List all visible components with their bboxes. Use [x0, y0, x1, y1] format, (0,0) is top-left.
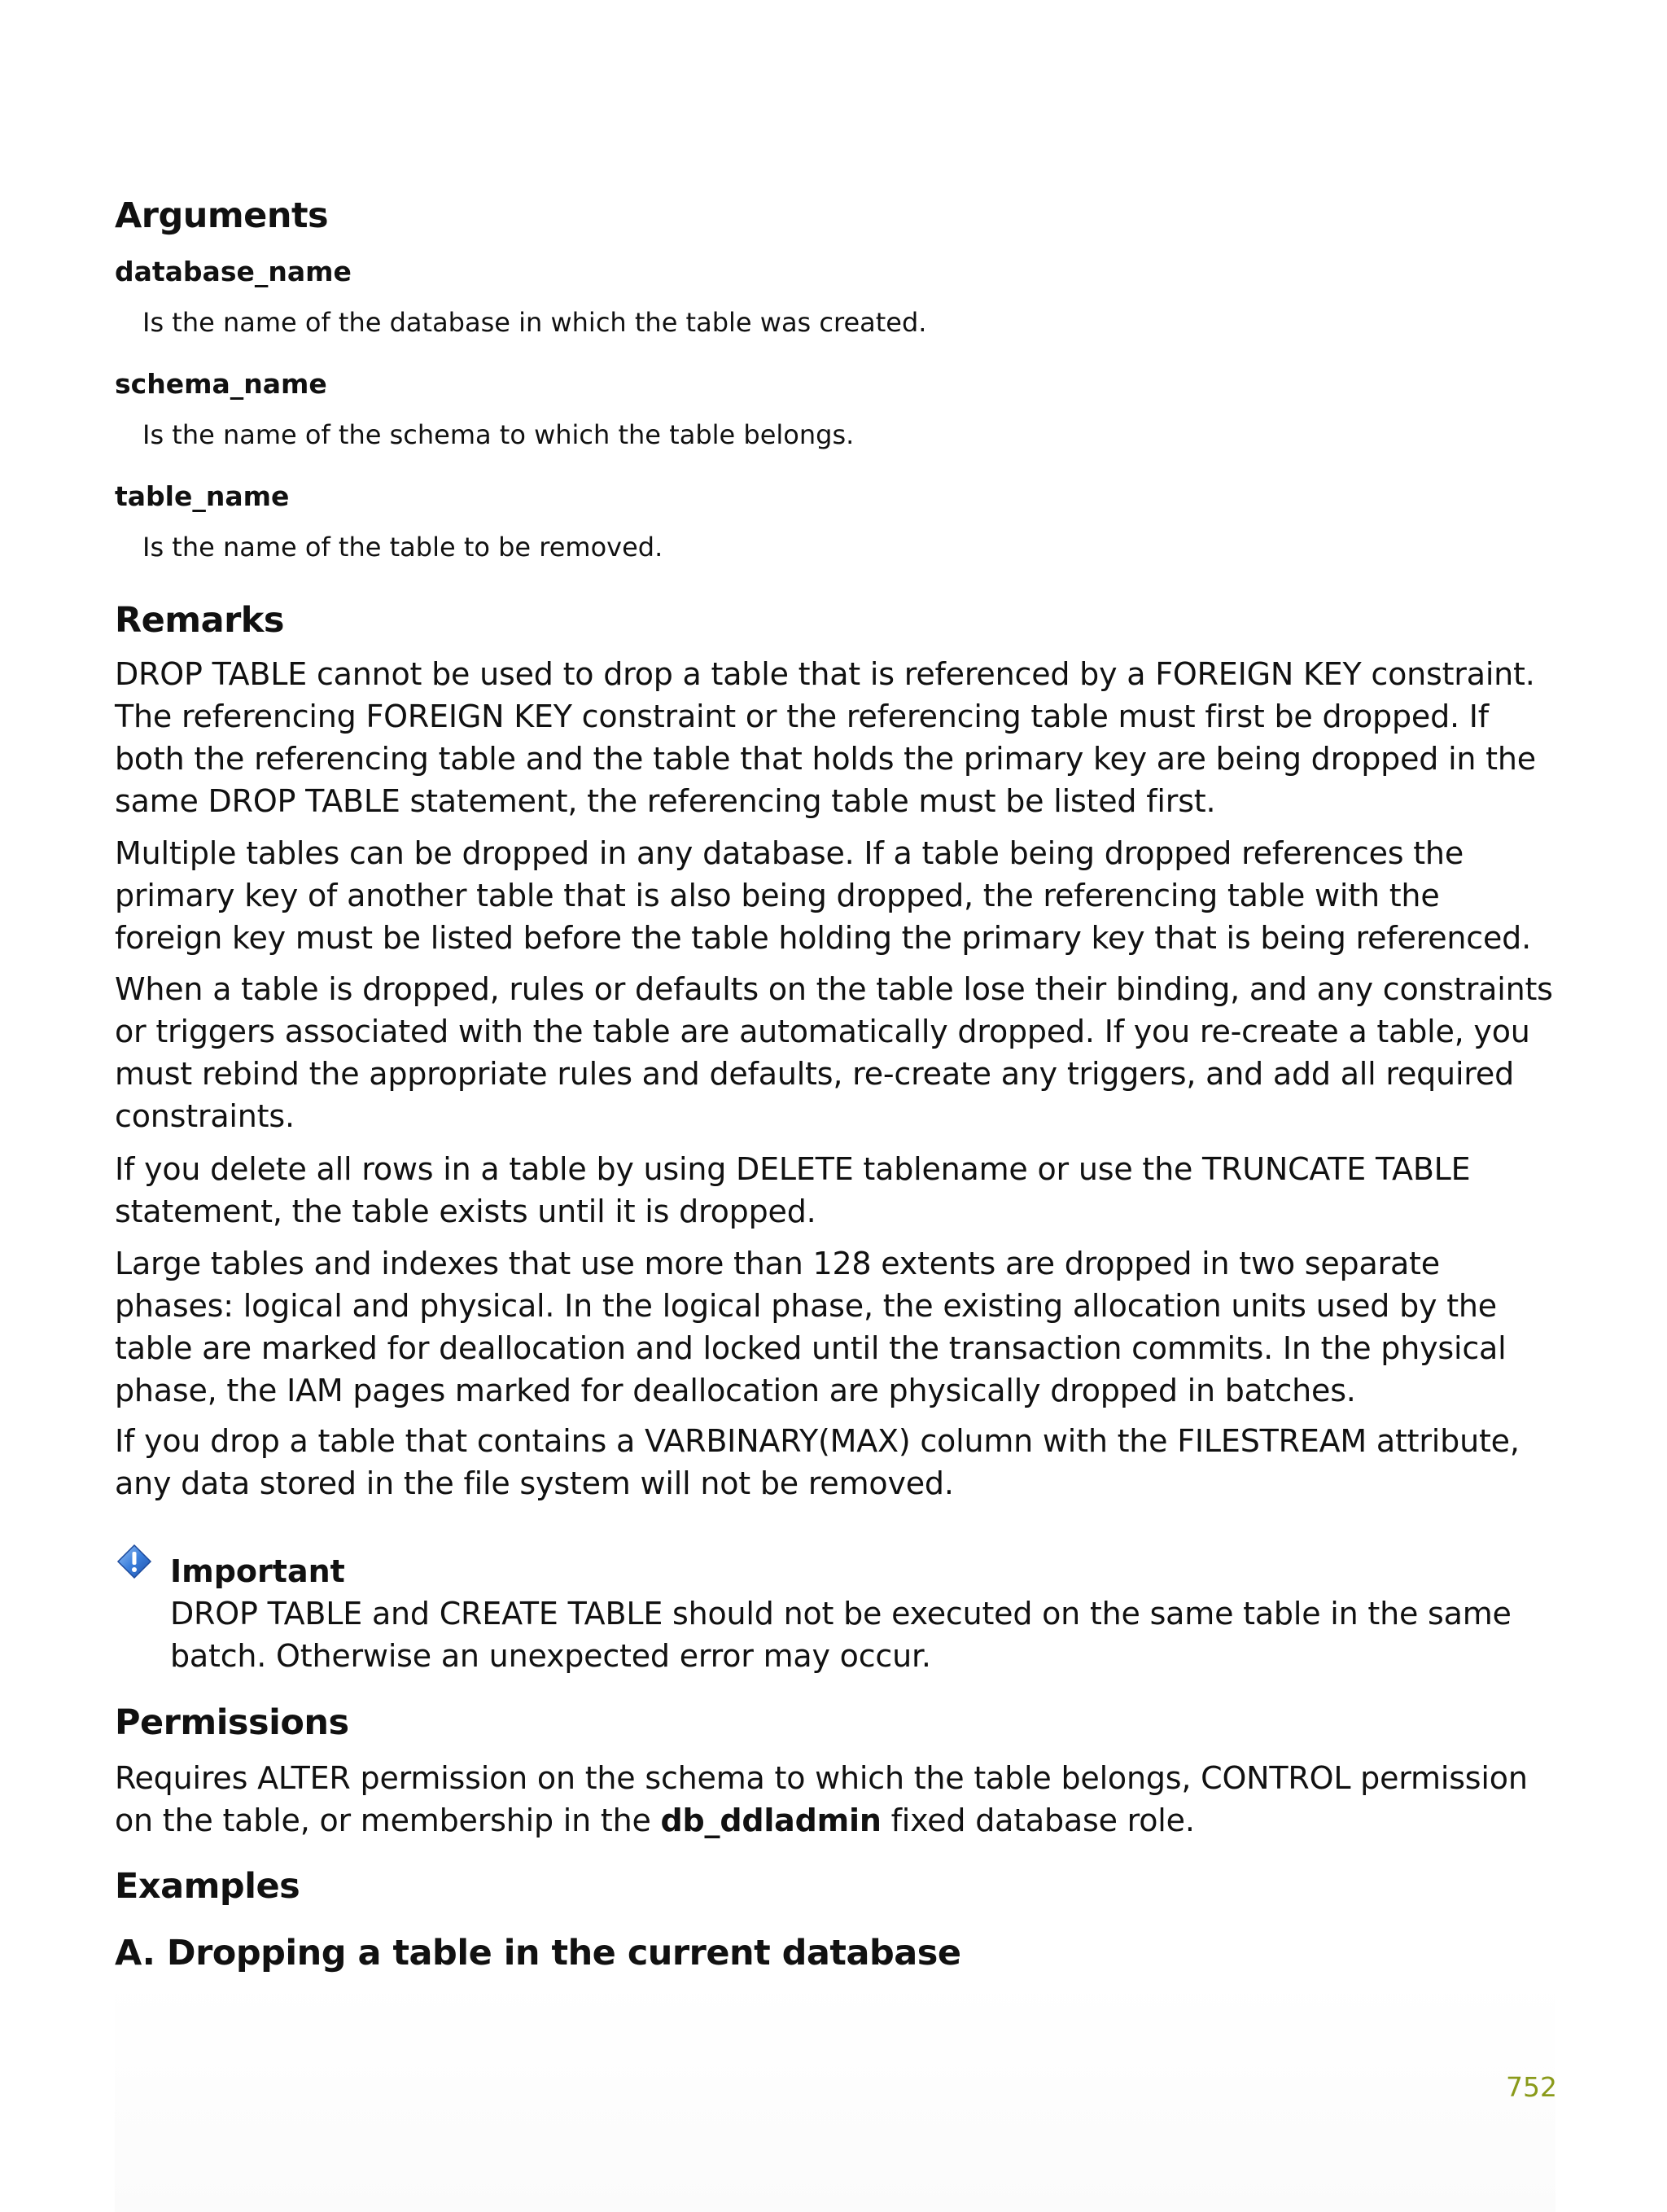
remarks-paragraph-2: Multiple tables can be dropped in any database. If a table being dropped references the primary key of another table that is also being dropped, the referencing table with the foreign key must be listed before the table holding the primary key that is being referenced. [115, 835, 1531, 956]
argument-name-database: database_name [115, 256, 352, 287]
remarks-paragraph-5: Large tables and indexes that use more than 128 extents are dropped in two separate phases: logical and physical. In the logical phase, the existing allocation units used by the table are marked for deallocation and locked until the transaction commits. In the physical phase, the IAM pages marked for deallocation are physically dropped in batches. [115, 1246, 1507, 1408]
code-area-background [115, 1978, 1555, 2212]
remarks-paragraph-3: When a table is dropped, rules or defaults on the table lose their binding, and any constraints or triggers associated with the table are automatically dropped. If you re-create a table, you must rebind the appropriate rules and defaults, re-create any triggers, and add all required constraints. [115, 971, 1553, 1134]
remarks-paragraph-4: If you delete all rows in a table by using DELETE tablename or use the TRUNCATE TABLE statement, the table exists until it is dropped. [115, 1151, 1471, 1229]
remarks-heading: Remarks [115, 600, 284, 641]
important-note-title: Important [170, 1553, 345, 1589]
argument-name-table: table_name [115, 480, 290, 512]
important-note-body: DROP TABLE and CREATE TABLE should not be executed on the same table in the same batch. Otherwise an unexpected error may occur. [170, 1596, 1512, 1674]
permissions-text-before: Requires ALTER permission on the schema to which the table belongs, CONTROL permission on the table, or membership in the [115, 1760, 1528, 1838]
examples-heading: Examples [115, 1866, 300, 1907]
page-number: 752 [1506, 2071, 1557, 2103]
argument-description-database: Is the name of the database in which the table was created. [142, 307, 927, 338]
permissions-paragraph [115, 1757, 1555, 1842]
argument-name-schema: schema_name [115, 368, 327, 400]
permissions-text-after: fixed database role. [881, 1802, 1195, 1838]
permissions-heading: Permissions [115, 1702, 349, 1743]
remarks-paragraph-6: If you drop a table that contains a VARBINARY(MAX) column with the FILESTREAM attribute, any data stored in the file system will not be removed. [115, 1423, 1520, 1501]
argument-description-schema: Is the name of the schema to which the table belongs. [142, 419, 855, 450]
example-a-heading: A. Dropping a table in the current database [115, 1933, 961, 1973]
permissions-role: db_ddladmin [660, 1802, 882, 1838]
remarks-paragraph-1: DROP TABLE cannot be used to drop a table that is referenced by a FOREIGN KEY constraint. The referencing FOREIGN KEY constraint or the referencing table must first be dropped. If both the referencing table and the table that holds the primary key are being dropped in the same DROP TABLE statement, the referencing table must be listed first. [115, 656, 1536, 819]
important-icon [116, 1544, 152, 1579]
arguments-heading: Arguments [115, 195, 329, 236]
argument-description-table: Is the name of the table to be removed. [142, 532, 663, 563]
